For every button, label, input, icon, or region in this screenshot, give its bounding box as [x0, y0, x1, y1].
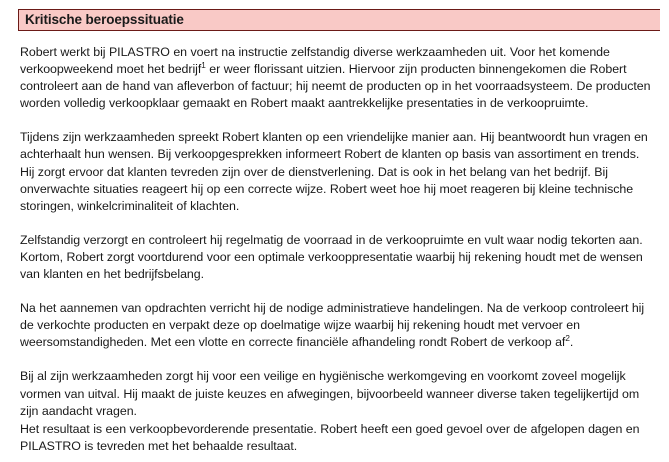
section-heading-label: Kritische beroepssituatie [25, 12, 184, 28]
footnote-marker-2: 2 [565, 334, 570, 344]
paragraph-4-text-before-marker: Na het aannemen van opdrachten verricht hij de nodige administratieve handelingen. Na de verkoop controleert hij de verkochte producten en verpakt deze op doelmatige wijze waarbij hij rekening houdt met vervoer en weersomstandigheden. Met een vlotte en correcte financiële afhandeling rondt Robert de verkoop af [20, 301, 645, 350]
document-body [20, 44, 656, 455]
paragraph-5 [20, 368, 656, 419]
paragraph-6-text: Het resultaat is een verkoopbevorderende presentatie. Robert heeft een goed gevoel over de afgelopen dagen en PILASTRO is tevreden met het behaalde resultaat. [20, 421, 640, 453]
paragraph-5-text: Bij al zijn werkzaamheden zorgt hij voor een veilige en hygiënische werkomgeving en voorkomt zoveel mogelijk vormen van uitval. Hij maakt de juiste keuzes en afwegingen, bijvoorbeeld wanneer diverse taken tegelijkertijd om zijn aandacht vragen. [20, 369, 640, 418]
paragraph-1-text-after-marker: er weer florissant uitzien. Hiervoor zijn producten binnengekomen die Robert controleert aan de hand van afleverbon of factuur; hij neemt de producten op in het voorraadsysteem. De producten worden volledig verkoopklaar gemaakt en Robert maakt aantrekkelijke presentaties in de verkoopruimte. [20, 62, 651, 111]
paragraph-3 [20, 232, 656, 283]
paragraph-1-text-before-marker: Robert werkt bij PILASTRO en voert na instructie zelfstandig diverse werkzaamheden uit. Voor het komende verkoopweekend moet het bedrijf [20, 45, 610, 77]
section-heading-banner [18, 9, 660, 31]
paragraph-3-text: Zelfstandig verzorgt en controleert hij regelmatig de voorraad in de verkoopruimte en vult waar nodig tekorten aan. Kortom, Robert zorgt voortdurend voor een optimale verkooppresentatie waarbij hij rekening houdt met de wensen van klanten en het bedrijfsbelang. [20, 232, 643, 282]
paragraph-2 [20, 129, 656, 214]
paragraph-6 [20, 421, 656, 455]
paragraph-4 [20, 300, 656, 351]
paragraph-1 [20, 44, 656, 112]
footnote-marker-1: 1 [201, 60, 206, 70]
paragraph-4-text-after-marker: . [569, 335, 574, 350]
paragraph-2-text: Tijdens zijn werkzaamheden spreekt Robert klanten op een vriendelijke manier aan. Hij beantwoordt hun vragen en achterhaalt hun wensen. Bij verkoopgesprekken informeert Robert de klanten op basis van assortiment en trends. Hij zorgt ervoor dat klanten tevreden zijn over de dienstverlening. Dat is ook in het belang van het bedrijf. Bij onverwachte situaties reageert hij op een correcte wijze. Robert weet hoe hij moet reageren bij kleine technische storingen, winkelcriminaliteit of klachten. [20, 130, 648, 213]
